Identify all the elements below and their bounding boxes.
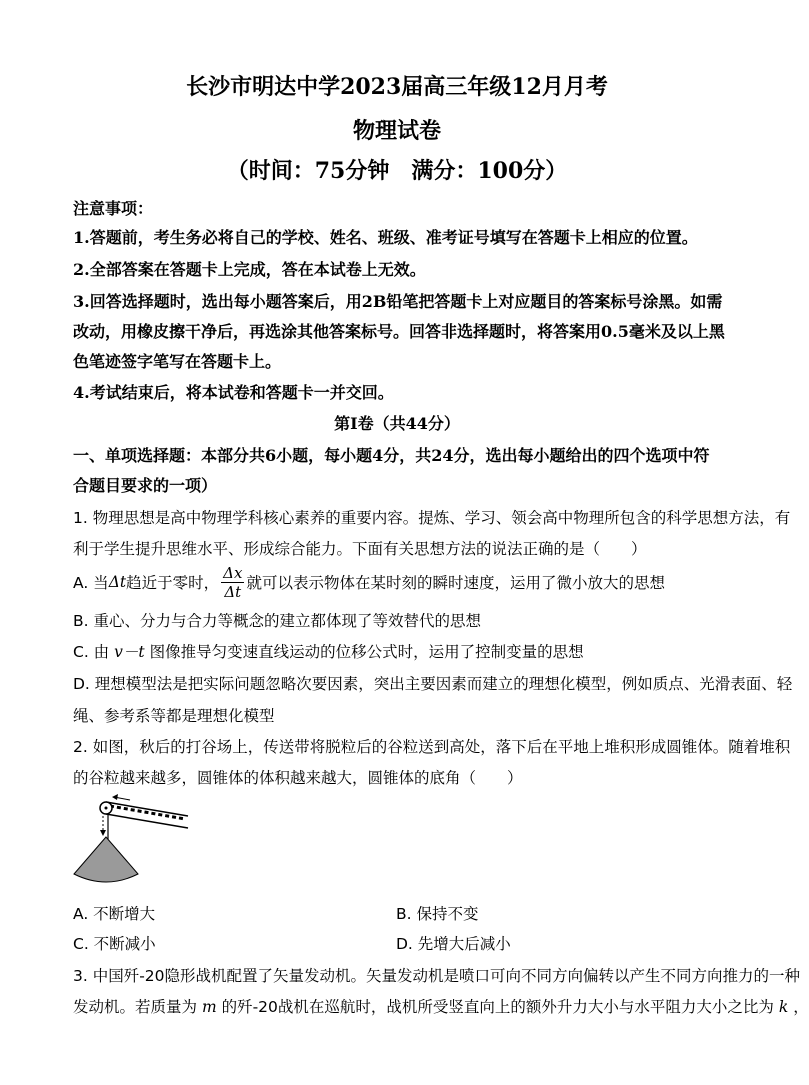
section-title: 第Ⅰ卷（共44分） [334,414,460,433]
q1-stem-line-1: 1. 物理思想是高中物理学科核心素养的重要内容。提炼、学习、领会高中物理所包含的科学思想方法，有 [73,509,791,527]
q3-line-1: 3. 中国歼-20隐形战机配置了矢量发动机。矢量发动机是喷口可向不同方向偏转以产生不同方向推力的一种 [73,967,801,985]
section-instruction-line-2: 合题目要求的一项） [73,476,218,495]
exam-time-score: （时间：75分钟 满分：100分） [226,158,568,184]
q2-option-c: C. 不断减小 [73,935,156,953]
notice-item-1: 1.答题前，考生务必将自己的学校、姓名、班级、准考证号填写在答题卡上相应的位置。 [73,228,698,247]
q3-mass-symbol: m [201,998,217,1016]
q1-fraction-numerator: Δx [223,563,243,582]
fall-arrow-head [100,830,106,836]
q1-option-a-mid: 趋近于零时， [126,574,220,592]
conveyor-cone-figure [70,792,200,892]
q1-option-a-suffix: 就可以表示物体在某时刻的瞬时速度，运用了微小放大的思想 [246,574,665,592]
q1-option-c-vt: v－t [114,643,145,661]
q2-option-b: B. 保持不变 [396,905,479,923]
q1-option-b: B. 重心、分力与合力等概念的建立都体现了等效替代的思想 [73,612,481,630]
q1-option-a-dt: Δt [108,573,127,591]
q3-line-2 [73,995,809,1017]
q3-line-2-suffix: ， [793,998,809,1016]
q1-option-a-fraction [221,564,244,601]
notice-heading: 注意事项： [73,199,154,218]
exam-subject: 物理试卷 [352,118,441,144]
q1-option-c-suffix: 图像推导匀变速直线运动的位移公式时，运用了控制变量的思想 [149,643,584,661]
notice-item-3-line-2: 改动，用橡皮擦干净后，再选涂其他答案标号。回答非选择题时，将答案用0.5毫米及以上黑 [73,322,725,341]
section-instruction-line-1: 一、单项选择题：本部分共6小题，每小题4分，共24分，选出每小题给出的四个选项中符 [73,446,710,465]
q1-stem-line-2: 利于学生提升思维水平、形成综合能力。下面有关思想方法的说法正确的是（ ） [73,540,647,558]
q1-option-d-line-2: 绳、参考系等都是理想化模型 [73,707,275,725]
arrow-head [112,794,118,800]
pulley-axle [105,807,108,810]
q1-fraction-denominator: Δt [224,582,242,601]
q1-option-c-prefix: C. 由 [73,643,110,661]
q1-option-d-line-1: D. 理想模型法是把实际问题忽略次要因素，突出主要因素而建立的理想化模型，例如质点、光滑表面、轻 [73,675,793,693]
notice-item-4: 4.考试结束后，将本试卷和答题卡一并交回。 [73,383,394,402]
grain-cone [74,837,138,882]
notice-item-2: 2.全部答案在答题卡上完成，答在本试卷上无效。 [73,260,426,279]
q2-option-a: A. 不断增大 [73,905,156,923]
q1-option-a-prefix: A. 当 [73,574,109,592]
q3-line-2-mid: 的歼-20战机在巡航时，战机所受竖直向上的额外升力大小与水平阻力大小之比为 [221,998,774,1016]
q2-stem-line-1: 2. 如图，秋后的打谷场上，传送带将脱粒后的谷粒送到高处，落下后在平地上堆积形成圆锥体。随着堆积 [73,738,791,756]
q1-option-c [73,640,584,662]
q1-option-a [73,560,665,604]
q2-option-d: D. 先增大后减小 [396,935,511,953]
notice-item-3-line-3: 色笔迹签字笔写在答题卡上。 [73,352,282,371]
exam-title: 长沙市明达中学2023届高三年级12月月考 [186,74,608,100]
q3-line-2-prefix: 发动机。若质量为 [73,998,198,1016]
q3-ratio-symbol: k [778,998,789,1016]
q2-stem-line-2: 的谷粒越来越多，圆锥体的体积越来越大，圆锥体的底角（ ） [73,769,523,787]
notice-item-3-line-1: 3.回答选择题时，选出每小题答案后，用2B铅笔把答题卡上对应题目的答案标号涂黑。如需 [73,292,723,311]
